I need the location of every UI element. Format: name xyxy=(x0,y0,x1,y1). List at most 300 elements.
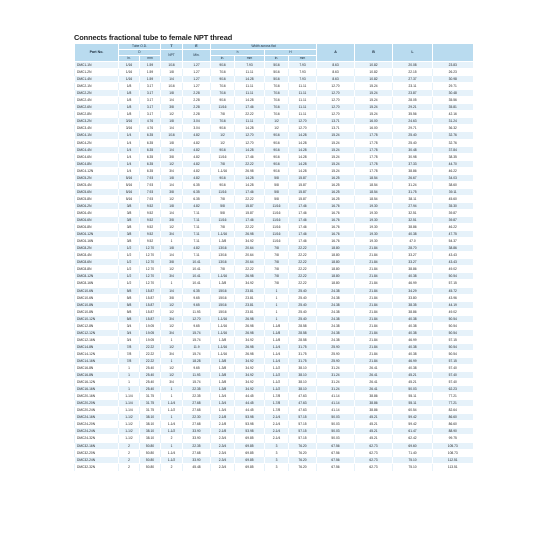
table-cell: 24.38 xyxy=(317,308,355,315)
table-cell: 18.80 xyxy=(317,273,355,280)
table-cell: 15.87 xyxy=(140,294,161,301)
table-cell: 1/2 xyxy=(161,301,183,308)
table-cell: 1 xyxy=(161,414,183,421)
table-cell: 14.28 xyxy=(235,125,265,132)
table-cell: 21.84 xyxy=(355,315,393,322)
table-cell: 76.20 xyxy=(289,449,317,456)
table-cell: 5/8 xyxy=(265,174,289,181)
table-cell: 7.11 xyxy=(183,231,211,238)
part-number-cell: DMC8-8N xyxy=(75,266,119,273)
table-cell: 10.41 xyxy=(183,259,211,266)
table-cell: 21.84 xyxy=(355,357,393,364)
table-cell: 15.74 xyxy=(183,350,211,357)
table-cell: 28.58 xyxy=(289,336,317,343)
table-cell: 9/16 xyxy=(211,97,235,104)
table-cell: 38.10 xyxy=(289,386,317,393)
table-cell: 7/8 xyxy=(211,111,235,118)
table-cell: 33.90 xyxy=(183,428,211,435)
table-row xyxy=(75,407,473,414)
table-row xyxy=(75,209,473,216)
table-cell: 11.11 xyxy=(235,83,265,90)
table-cell: 7/16 xyxy=(265,83,289,90)
table-cell: 24.38 xyxy=(317,329,355,336)
table-cell: 1/2 xyxy=(161,266,183,273)
table-cell: 57.15 xyxy=(433,336,473,343)
table-cell: 69.85 xyxy=(235,463,265,470)
table-cell: 1/16 xyxy=(161,83,183,90)
part-number-cell: DMC6-6N xyxy=(75,217,119,224)
table-cell: 7/8 xyxy=(265,245,289,252)
table-row xyxy=(75,266,473,273)
table-cell: 25.40 xyxy=(140,372,161,379)
table-cell: 16.25 xyxy=(317,188,355,195)
table-row xyxy=(75,118,473,125)
part-number-cell: DMC14-8N xyxy=(75,343,119,350)
table-cell: 21.84 xyxy=(355,294,393,301)
table-cell: 1 xyxy=(119,365,140,372)
table-cell: 18.54 xyxy=(355,188,393,195)
table-row xyxy=(75,97,473,104)
header-l-total xyxy=(433,44,473,62)
table-cell: 4.82 xyxy=(183,153,211,160)
table-row xyxy=(75,83,473,90)
table-cell: 44.45 xyxy=(235,407,265,414)
table-cell: 26.41 xyxy=(355,365,393,372)
table-cell: 5/16 xyxy=(119,188,140,195)
table-cell: 35.56 xyxy=(393,111,433,118)
table-cell: 26.23 xyxy=(433,69,473,76)
table-cell: 38.60 xyxy=(433,181,473,188)
table-cell: 21.84 xyxy=(355,266,393,273)
table-cell: 21.84 xyxy=(355,259,393,266)
part-number-cell: DMC6-8N xyxy=(75,224,119,231)
table-cell: 50.03 xyxy=(317,421,355,428)
table-cell: 7/8 xyxy=(211,266,235,273)
table-cell: 1/2 xyxy=(119,259,140,266)
table-row xyxy=(75,421,473,428)
table-cell: 26.98 xyxy=(235,343,265,350)
table-cell: 5/16 xyxy=(119,174,140,181)
table-cell: 9/16 xyxy=(211,181,235,188)
table-cell: 18.54 xyxy=(355,174,393,181)
table-cell: 7.93 xyxy=(140,195,161,202)
table-cell: 22.22 xyxy=(140,350,161,357)
table-cell: 19.05 xyxy=(140,322,161,329)
table-cell: 1/2 xyxy=(265,118,289,125)
table-cell: 45.21 xyxy=(393,372,433,379)
table-cell: 1-1/4 xyxy=(161,400,183,407)
part-number-cell: DMC2-8N xyxy=(75,111,119,118)
table-cell: 2 xyxy=(119,456,140,463)
table-cell: 25.40 xyxy=(393,139,433,146)
table-cell: 4.82 xyxy=(183,146,211,153)
table-cell: 17.46 xyxy=(235,217,265,224)
table-cell: 3 xyxy=(265,442,289,449)
table-cell: 26.98 xyxy=(235,350,265,357)
table-cell: 7.93 xyxy=(140,174,161,181)
table-cell: 11/16 xyxy=(265,238,289,245)
table-cell: 46.99 xyxy=(393,280,433,287)
table-cell: 40.38 xyxy=(393,322,433,329)
table-row xyxy=(75,62,473,69)
table-cell: 9/16 xyxy=(211,76,235,83)
table-cell: 25.40 xyxy=(289,308,317,315)
part-number-cell: DMC4-1N xyxy=(75,132,119,139)
table-cell: 108.73 xyxy=(433,449,473,456)
header-tube-od-d: D xyxy=(119,50,161,56)
table-cell: 7.11 xyxy=(183,252,211,259)
table-cell: 24.38 xyxy=(317,322,355,329)
table-cell: 9/16 xyxy=(265,167,289,174)
table-cell: 15.87 xyxy=(289,181,317,188)
table-cell: 1-3/4 xyxy=(211,393,235,400)
table-cell: 3.17 xyxy=(140,83,161,90)
table-cell: 31.75 xyxy=(289,350,317,357)
table-cell: 5/16 xyxy=(265,69,289,76)
table-cell: 15.74 xyxy=(183,329,211,336)
table-cell: 24.38 xyxy=(317,294,355,301)
table-cell: 12.70 xyxy=(140,245,161,252)
table-cell: 2-1/8 xyxy=(211,414,235,421)
table-cell: 38.10 xyxy=(140,435,161,442)
table-cell: 34.92 xyxy=(235,386,265,393)
table-cell: 45.21 xyxy=(393,379,433,386)
table-cell: 16.76 xyxy=(317,217,355,224)
table-cell: 9.52 xyxy=(140,209,161,216)
table-row xyxy=(75,372,473,379)
table-cell: 7/16 xyxy=(265,111,289,118)
table-cell: 7/8 xyxy=(211,224,235,231)
table-cell: 47.0 xyxy=(393,238,433,245)
table-cell: 22.22 xyxy=(289,252,317,259)
table-row xyxy=(75,336,473,343)
table-header xyxy=(75,44,473,62)
table-cell: 3/16 xyxy=(119,125,140,132)
table-cell: 6.35 xyxy=(140,160,161,167)
table-cell: 15.24 xyxy=(317,132,355,139)
table-cell: 25.90 xyxy=(317,357,355,364)
table-cell: 5/8 xyxy=(119,287,140,294)
table-cell: 4.82 xyxy=(183,245,211,252)
table-cell: 57.15 xyxy=(433,357,473,364)
table-cell: 7/8 xyxy=(119,357,140,364)
table-cell: 32.51 xyxy=(393,209,433,216)
table-cell: 22.30 xyxy=(183,414,211,421)
table-cell: 6.35 xyxy=(140,167,161,174)
table-cell: 15.87 xyxy=(140,308,161,315)
table-cell: 22.22 xyxy=(140,357,161,364)
table-cell: 34.03 xyxy=(433,174,473,181)
table-cell: 21.84 xyxy=(355,322,393,329)
table-cell: 25.40 xyxy=(140,379,161,386)
table-cell: 62.73 xyxy=(355,449,393,456)
table-cell: 1-1/4 xyxy=(119,400,140,407)
table-cell: 21.84 xyxy=(355,287,393,294)
table-cell: 53.98 xyxy=(235,428,265,435)
table-cell: 3/4 xyxy=(161,167,183,174)
table-cell: 3/4 xyxy=(119,336,140,343)
table-row xyxy=(75,428,473,435)
table-cell: 40.38 xyxy=(393,343,433,350)
table-cell: 1-3/8 xyxy=(211,238,235,245)
table-cell: 24.38 xyxy=(317,287,355,294)
table-cell: 37.84 xyxy=(433,146,473,153)
table-cell: 1 xyxy=(265,301,289,308)
table-cell: 12.70 xyxy=(289,125,317,132)
table-cell: 1/2 xyxy=(161,195,183,202)
part-number-cell: DMC8-16N xyxy=(75,280,119,287)
table-cell: 28.70 xyxy=(393,245,433,252)
table-cell: 17.78 xyxy=(355,146,393,153)
table-row xyxy=(75,224,473,231)
table-row xyxy=(75,322,473,329)
table-cell: 11/16 xyxy=(265,224,289,231)
table-cell: 33.80 xyxy=(393,294,433,301)
table-row xyxy=(75,76,473,83)
table-row xyxy=(75,463,473,470)
table-cell: 25.40 xyxy=(140,386,161,393)
table-cell: 1-1/2 xyxy=(161,407,183,414)
table-cell: 1 xyxy=(161,336,183,343)
table-cell: 57.15 xyxy=(289,421,317,428)
table-cell: 1/2 xyxy=(161,372,183,379)
table-cell: 99.75 xyxy=(433,435,473,442)
table-cell: 82.64 xyxy=(433,407,473,414)
table-row xyxy=(75,104,473,111)
part-number-cell: DMC4-6N xyxy=(75,153,119,160)
table-cell: 13.71 xyxy=(317,125,355,132)
part-number-cell: DMC8-2N xyxy=(75,245,119,252)
table-cell: 1-1/2 xyxy=(161,456,183,463)
table-cell: 2-1/4 xyxy=(265,414,289,421)
table-cell: 1-1/4 xyxy=(265,350,289,357)
table-cell: 15.24 xyxy=(317,153,355,160)
table-cell: 31.24 xyxy=(433,118,473,125)
table-cell: 39.87 xyxy=(433,209,473,216)
table-row xyxy=(75,357,473,364)
table-cell: 6.35 xyxy=(140,146,161,153)
table-cell: 15/16 xyxy=(211,308,235,315)
table-cell: 50.03 xyxy=(317,435,355,442)
table-cell: 20.64 xyxy=(235,245,265,252)
table-cell: 13/16 xyxy=(211,252,235,259)
table-row xyxy=(75,435,473,442)
table-cell: 1 xyxy=(265,308,289,315)
table-cell: 1-1/4 xyxy=(161,449,183,456)
table-cell: 7.11 xyxy=(183,217,211,224)
table-cell: 2.28 xyxy=(183,111,211,118)
part-number-cell: DMC24-20N xyxy=(75,421,119,428)
table-cell: 7/8 xyxy=(265,252,289,259)
table-cell: 22.22 xyxy=(289,266,317,273)
part-number-cell: DMC24-24N xyxy=(75,428,119,435)
table-cell: 16.76 xyxy=(317,224,355,231)
table-cell: 15.87 xyxy=(289,188,317,195)
table-cell: 21.84 xyxy=(355,329,393,336)
table-cell: 3/4 xyxy=(161,315,183,322)
table-row xyxy=(75,174,473,181)
table-cell: 1/2 xyxy=(119,266,140,273)
table-cell: 75.10 xyxy=(393,463,433,470)
table-cell: 15.24 xyxy=(355,83,393,90)
table-cell: 50.54 xyxy=(433,343,473,350)
table-cell: 15.87 xyxy=(140,301,161,308)
table-cell: 1-7/8 xyxy=(265,393,289,400)
table-cell: 19.30 xyxy=(355,202,393,209)
table-cell: 1/8 xyxy=(161,139,183,146)
table-cell: 19.05 xyxy=(140,329,161,336)
table-cell: 50.03 xyxy=(317,428,355,435)
table-cell: 15.24 xyxy=(355,111,393,118)
table-cell: 77.21 xyxy=(433,393,473,400)
table-cell: 1-1/16 xyxy=(211,273,235,280)
table-cell: 38.86 xyxy=(355,400,393,407)
table-cell: 59.42 xyxy=(393,421,433,428)
table-cell: 1-1/2 xyxy=(265,372,289,379)
table-cell: 1 xyxy=(119,386,140,393)
table-cell: 9.65 xyxy=(183,294,211,301)
table-cell: 1/16 xyxy=(119,62,140,69)
table-cell: 69.85 xyxy=(235,442,265,449)
table-cell: 14.28 xyxy=(289,146,317,153)
table-cell: 14.28 xyxy=(235,174,265,181)
table-cell: 42.16 xyxy=(433,111,473,118)
table-cell: 62.23 xyxy=(433,386,473,393)
table-cell: 76.20 xyxy=(289,442,317,449)
table-cell: 16.00 xyxy=(355,125,393,132)
table-row xyxy=(75,308,473,315)
table-cell: 17.46 xyxy=(289,238,317,245)
table-cell: 18.80 xyxy=(317,266,355,273)
table-cell: 54.37 xyxy=(433,238,473,245)
table-cell: 33.27 xyxy=(393,259,433,266)
table-cell: 11/16 xyxy=(265,217,289,224)
table-cell: 16.76 xyxy=(317,209,355,216)
table-row xyxy=(75,231,473,238)
table-cell: 7.93 xyxy=(140,188,161,195)
part-number-cell: DMC32-20N xyxy=(75,449,119,456)
part-number-cell: DMC4-2N xyxy=(75,139,119,146)
table-cell: 2.28 xyxy=(183,97,211,104)
part-number-cell: DMC12-12N xyxy=(75,329,119,336)
table-cell: 4.82 xyxy=(183,202,211,209)
table-cell: 5/8 xyxy=(265,181,289,188)
table-cell: 38.10 xyxy=(140,428,161,435)
table-cell: 17.78 xyxy=(355,139,393,146)
part-number-cell: DMC4-12N xyxy=(75,167,119,174)
table-cell: 2-1/4 xyxy=(265,428,289,435)
table-cell: 9/16 xyxy=(211,125,235,132)
table-cell: 29.21 xyxy=(393,104,433,111)
table-cell: 67.56 xyxy=(317,449,355,456)
table-cell: 11.11 xyxy=(289,83,317,90)
table-cell: 86.60 xyxy=(433,414,473,421)
header-npt: NPT xyxy=(161,50,183,62)
table-cell: 38.11 xyxy=(393,195,433,202)
table-cell: 22.35 xyxy=(183,393,211,400)
table-cell: 19.30 xyxy=(355,231,393,238)
table-cell: 21.84 xyxy=(355,350,393,357)
table-cell: 50.54 xyxy=(433,273,473,280)
table-cell: 1-1/2 xyxy=(265,365,289,372)
table-cell: 22.35 xyxy=(183,386,211,393)
table-row xyxy=(75,202,473,209)
part-number-cell: DMC10-8N xyxy=(75,301,119,308)
table-cell: 57.40 xyxy=(433,365,473,372)
table-cell: 45.60 xyxy=(433,195,473,202)
table-cell: 1/8 xyxy=(119,111,140,118)
table-cell: 22.22 xyxy=(289,245,317,252)
table-cell: 1/4 xyxy=(161,181,183,188)
table-cell: 14.28 xyxy=(289,167,317,174)
table-cell: 35.81 xyxy=(433,104,473,111)
table-cell: 1/8 xyxy=(161,90,183,97)
table-cell: 15.87 xyxy=(140,315,161,322)
table-cell: 30.98 xyxy=(433,76,473,83)
table-cell: 7/16 xyxy=(211,69,235,76)
part-number-cell: DMC8-6N xyxy=(75,259,119,266)
table-cell: 21.84 xyxy=(355,280,393,287)
table-cell: 17.46 xyxy=(289,224,317,231)
table-row xyxy=(75,139,473,146)
table-cell: 41.14 xyxy=(317,393,355,400)
table-cell: 1 xyxy=(119,372,140,379)
table-cell: 2-1/4 xyxy=(265,421,289,428)
table-cell: 30.48 xyxy=(393,146,433,153)
table-cell: 1/4 xyxy=(161,146,183,153)
table-cell: 25.40 xyxy=(140,365,161,372)
table-cell: 38.86 xyxy=(393,266,433,273)
table-cell: 9.65 xyxy=(183,301,211,308)
table-cell: 57.40 xyxy=(433,379,473,386)
table-cell: 26.98 xyxy=(235,167,265,174)
header-unit-mm: mm xyxy=(140,56,161,62)
table-cell: 15.87 xyxy=(235,202,265,209)
table-cell: 71.40 xyxy=(393,449,433,456)
header-unit-mm: mm xyxy=(289,56,317,62)
table-row xyxy=(75,386,473,393)
table-cell: 43.96 xyxy=(433,294,473,301)
table-cell: 47.63 xyxy=(289,407,317,414)
table-cell: 18.80 xyxy=(317,280,355,287)
table-row xyxy=(75,449,473,456)
table-cell: 3/8 xyxy=(161,153,183,160)
table-cell: 7/8 xyxy=(265,273,289,280)
table-cell: 13/16 xyxy=(211,245,235,252)
table-cell: 55.11 xyxy=(393,400,433,407)
table-cell: 7.93 xyxy=(289,76,317,83)
table-cell: 50.54 xyxy=(433,322,473,329)
table-cell: 3/4 xyxy=(161,329,183,336)
table-cell: 1/4 xyxy=(119,146,140,153)
table-cell: 18.80 xyxy=(317,252,355,259)
part-number-cell: DMC6-16N xyxy=(75,238,119,245)
table-cell: 1-1/2 xyxy=(265,379,289,386)
table-cell: 31.24 xyxy=(317,386,355,393)
table-cell: 7.93 xyxy=(235,62,265,69)
part-number-cell: DMC3-4N xyxy=(75,125,119,132)
table-cell: 38.10 xyxy=(289,365,317,372)
table-cell: 12.70 xyxy=(235,139,265,146)
table-cell: 46.99 xyxy=(393,336,433,343)
table-cell: 1.27 xyxy=(183,62,211,69)
header-unit-mm: mm xyxy=(235,56,265,62)
table-cell: 7/8 xyxy=(119,350,140,357)
table-cell: 1/4 xyxy=(161,76,183,83)
table-cell: 22.22 xyxy=(289,280,317,287)
table-cell: 43.43 xyxy=(433,259,473,266)
table-cell: 9/16 xyxy=(211,62,235,69)
